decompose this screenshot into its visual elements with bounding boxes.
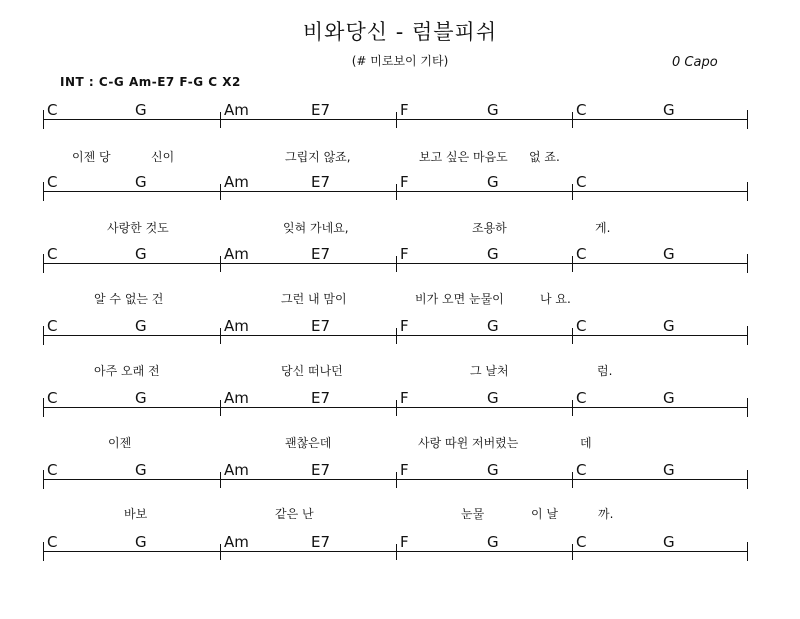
- chord-symbol: G: [663, 245, 675, 263]
- chord-symbol: F: [400, 245, 409, 263]
- bar-line: [396, 544, 397, 560]
- chord-symbol: C: [47, 533, 58, 551]
- bar-line: [43, 254, 44, 273]
- bar-line: [747, 470, 748, 489]
- chord-symbol: E7: [311, 533, 331, 551]
- capo-label: 0 Capo: [672, 55, 718, 70]
- bar-line: [220, 112, 221, 128]
- lyric-segment: 이젠: [108, 436, 132, 450]
- bar-line: [396, 328, 397, 344]
- staff-system-3: [0, 244, 800, 284]
- lyric-segment: 럼.: [597, 364, 613, 378]
- chord-symbol: C: [47, 461, 58, 479]
- bar-line: [396, 112, 397, 128]
- chord-symbol: C: [576, 533, 587, 551]
- lyric-line-3: [0, 290, 800, 310]
- chord-symbol: G: [135, 245, 147, 263]
- staff-system-5: [0, 388, 800, 428]
- chord-symbol: F: [400, 317, 409, 335]
- lyric-segment: 조용하: [472, 221, 507, 235]
- chord-symbol: Am: [224, 317, 249, 335]
- lyric-segment: 나 요.: [540, 292, 571, 306]
- lyric-segment: 사랑한 것도: [107, 221, 169, 235]
- chord-symbol: G: [663, 533, 675, 551]
- arranger-note: (# 미로보이 기타): [351, 54, 449, 68]
- lyric-segment: 눈물: [461, 507, 485, 521]
- chord-symbol: G: [135, 317, 147, 335]
- chord-symbol: G: [663, 317, 675, 335]
- lyric-segment: 같은 난: [275, 507, 314, 521]
- lyric-line-6: [0, 505, 800, 525]
- chord-symbol: C: [576, 461, 587, 479]
- staff-system-2: [0, 172, 800, 212]
- bar-line: [220, 472, 221, 488]
- chord-symbol: E7: [311, 461, 331, 479]
- lyric-segment: 당신 떠나던: [281, 364, 343, 378]
- lyric-segment: 없 죠.: [529, 150, 560, 164]
- chord-symbol: Am: [224, 245, 249, 263]
- chord-symbol: C: [576, 389, 587, 407]
- bar-line: [572, 472, 573, 488]
- chord-symbol: Am: [224, 533, 249, 551]
- lyric-segment: 그립지 않죠,: [285, 150, 351, 164]
- bar-line: [220, 400, 221, 416]
- chord-symbol: F: [400, 533, 409, 551]
- chord-symbol: G: [663, 101, 675, 119]
- chord-symbol: G: [663, 461, 675, 479]
- chord-symbol: G: [487, 101, 499, 119]
- bar-line: [747, 326, 748, 345]
- bar-line: [396, 184, 397, 200]
- lyric-line-1: [0, 148, 800, 168]
- bar-line: [220, 328, 221, 344]
- bar-line: [572, 256, 573, 272]
- bar-line: [572, 544, 573, 560]
- bar-line: [43, 398, 44, 417]
- chord-symbol: E7: [311, 389, 331, 407]
- bar-line: [43, 470, 44, 489]
- chord-symbol: C: [576, 101, 587, 119]
- bar-line: [572, 328, 573, 344]
- chord-symbol: C: [47, 389, 58, 407]
- chord-symbol: C: [576, 173, 587, 191]
- chord-symbol: G: [487, 173, 499, 191]
- bar-line: [220, 256, 221, 272]
- chord-symbol: C: [576, 245, 587, 263]
- chord-symbol: Am: [224, 389, 249, 407]
- bar-line: [396, 472, 397, 488]
- chord-symbol: G: [487, 461, 499, 479]
- bar-line: [572, 184, 573, 200]
- chord-symbol: G: [135, 389, 147, 407]
- intro-progression: INT : C-G Am-E7 F-G C X2: [60, 75, 241, 89]
- chord-symbol: F: [400, 389, 409, 407]
- chord-symbol: F: [400, 173, 409, 191]
- chord-symbol: G: [487, 245, 499, 263]
- chord-symbol: Am: [224, 101, 249, 119]
- staff-system-7: [0, 532, 800, 572]
- chord-symbol: G: [487, 317, 499, 335]
- bar-line: [43, 110, 44, 129]
- lyric-segment: 사랑 따윈 저버렸는: [418, 436, 519, 450]
- chord-symbol: F: [400, 101, 409, 119]
- lyric-segment: 게.: [595, 221, 611, 235]
- bar-line: [43, 542, 44, 561]
- chord-symbol: F: [400, 461, 409, 479]
- lyric-line-2: [0, 219, 800, 239]
- lyric-segment: 그런 내 맘이: [281, 292, 347, 306]
- bar-line: [220, 184, 221, 200]
- chord-symbol: G: [135, 461, 147, 479]
- chord-symbol: E7: [311, 173, 331, 191]
- lyric-line-5: [0, 434, 800, 454]
- lyric-segment: 잊혀 가네요,: [283, 221, 349, 235]
- chord-symbol: G: [135, 101, 147, 119]
- lyric-segment: 알 수 없는 건: [94, 292, 164, 306]
- lyric-segment: 보고 싶은 마음도: [419, 150, 508, 164]
- lyric-segment: 아주 오래 전: [94, 364, 160, 378]
- chord-symbol: G: [135, 533, 147, 551]
- chord-symbol: G: [487, 533, 499, 551]
- bar-line: [747, 398, 748, 417]
- bar-line: [747, 110, 748, 129]
- chord-symbol: Am: [224, 173, 249, 191]
- lyric-segment: 신이: [151, 150, 175, 164]
- lyric-segment: 바보: [124, 507, 148, 521]
- chord-symbol: E7: [311, 317, 331, 335]
- bar-line: [43, 182, 44, 201]
- lyric-segment: 이 날: [531, 507, 558, 521]
- lyric-segment: 까.: [598, 507, 614, 521]
- bar-line: [396, 400, 397, 416]
- lyric-segment: 비가 오면 눈물이: [415, 292, 504, 306]
- chord-symbol: C: [576, 317, 587, 335]
- bar-line: [396, 256, 397, 272]
- staff-system-1: [0, 100, 800, 140]
- chord-symbol: C: [47, 317, 58, 335]
- staff-system-4: [0, 316, 800, 356]
- chord-symbol: E7: [311, 245, 331, 263]
- bar-line: [220, 544, 221, 560]
- bar-line: [747, 542, 748, 561]
- bar-line: [43, 326, 44, 345]
- chord-symbol: G: [663, 389, 675, 407]
- chord-symbol: G: [487, 389, 499, 407]
- chord-symbol: E7: [311, 101, 331, 119]
- staff-system-6: [0, 460, 800, 500]
- chord-symbol: C: [47, 245, 58, 263]
- lyric-segment: 그 날처: [470, 364, 509, 378]
- chord-symbol: C: [47, 173, 58, 191]
- chord-symbol: Am: [224, 461, 249, 479]
- bar-line: [747, 182, 748, 201]
- lyric-segment: 괜찮은데: [285, 436, 332, 450]
- lyric-segment: 데: [580, 436, 592, 450]
- bar-line: [572, 112, 573, 128]
- song-title: 비와당신 - 럼블피쉬: [302, 20, 498, 44]
- bar-line: [572, 400, 573, 416]
- lyric-line-4: [0, 362, 800, 382]
- lyric-segment: 이젠 당: [72, 150, 111, 164]
- chord-symbol: C: [47, 101, 58, 119]
- chord-symbol: G: [135, 173, 147, 191]
- bar-line: [747, 254, 748, 273]
